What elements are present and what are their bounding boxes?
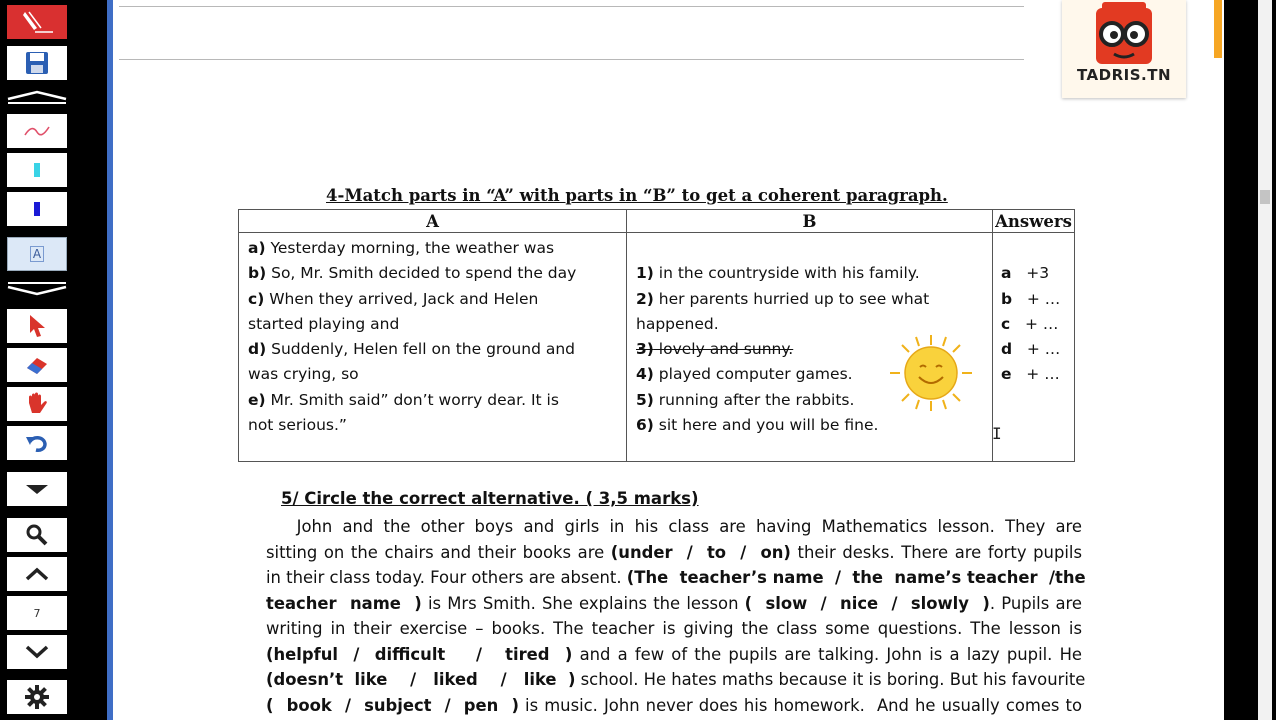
collapse-down-icon bbox=[6, 280, 68, 296]
list-item: started playing and bbox=[248, 314, 400, 333]
paragraph-text: in their class today. Four others are absent. bbox=[266, 568, 627, 587]
alternative-choice: (under / to / on) bbox=[610, 542, 791, 562]
page-number: 7 bbox=[33, 606, 41, 620]
cyan-highlighter-icon bbox=[32, 162, 42, 178]
alternative-choice: (doesn’t like / liked / like ) bbox=[266, 670, 576, 689]
column-b bbox=[627, 233, 993, 462]
collapse-down-button[interactable] bbox=[6, 280, 68, 296]
header-rule-bottom bbox=[119, 59, 1024, 60]
paragraph-line bbox=[266, 540, 1082, 566]
pointer-button[interactable] bbox=[7, 309, 67, 343]
alternative-choice: (The teacher’s name / the name’s teacher /the bbox=[626, 568, 1086, 587]
page-number-box[interactable] bbox=[7, 596, 67, 630]
pen-logo-button[interactable] bbox=[7, 5, 67, 39]
paragraph-text: and a few of the pupils are talking. John is a lazy pupil. He bbox=[572, 644, 1082, 664]
paragraph-line bbox=[266, 591, 1082, 617]
exercise4-title: 4-Match parts in “A” with parts in “B” to get a coherent paragraph. bbox=[326, 186, 948, 205]
list-item: was crying, so bbox=[248, 365, 359, 384]
list-item: c) When they arrived, Jack and Helen bbox=[248, 289, 539, 308]
scrollbar-thumb[interactable] bbox=[1260, 190, 1270, 204]
settings-button[interactable] bbox=[7, 680, 67, 714]
paragraph-text: is Mrs Smith. She explains the lesson bbox=[421, 593, 745, 613]
collapse-up-icon bbox=[6, 90, 68, 106]
settings-icon bbox=[24, 684, 50, 710]
black-margin bbox=[76, 0, 107, 720]
alternative-choice: ( slow / nice / slowly ) bbox=[744, 593, 990, 613]
list-item: b + … bbox=[1001, 289, 1061, 308]
page-down-button[interactable] bbox=[7, 635, 67, 669]
text-cursor: I bbox=[992, 424, 1002, 443]
list-item bbox=[636, 236, 992, 261]
paragraph-text: John and the other boys and girls in his class are having Mathematics lesson. They are bbox=[266, 517, 1082, 536]
hand-icon bbox=[24, 391, 50, 417]
alternative-choice: teacher name ) bbox=[266, 593, 422, 613]
red-pen-icon bbox=[22, 121, 52, 141]
list-item: 5) running after the rabbits. bbox=[636, 390, 855, 409]
list-item: e) Mr. Smith said” don’t worry dear. It is bbox=[248, 390, 559, 409]
eraser-button[interactable] bbox=[7, 348, 67, 382]
text-tool-button[interactable] bbox=[7, 237, 67, 271]
list-item: e + … bbox=[1001, 365, 1060, 384]
paragraph-text: school. He hates maths because it is boring. But his favourite bbox=[575, 670, 1086, 689]
vertical-scrollbar[interactable] bbox=[1256, 0, 1276, 720]
paragraph-line bbox=[266, 693, 1082, 719]
list-item: b) So, Mr. Smith decided to spend the day bbox=[248, 264, 577, 283]
list-item: 1) in the countryside with his family. bbox=[636, 264, 920, 283]
paragraph-line bbox=[266, 514, 1082, 540]
answers-header: Answers bbox=[993, 210, 1075, 233]
eraser-icon bbox=[23, 354, 51, 376]
logo-text: TADRIS.TN bbox=[1076, 66, 1172, 84]
list-item bbox=[1001, 236, 1074, 261]
blue-marker-button[interactable] bbox=[7, 192, 67, 226]
alternative-choice: (helpful / difficult / tired ) bbox=[266, 644, 573, 664]
pen-logo-icon bbox=[17, 8, 57, 36]
undo-icon bbox=[24, 432, 50, 454]
hand-button[interactable] bbox=[7, 387, 67, 421]
paragraph-line bbox=[266, 616, 1082, 642]
column-a bbox=[239, 233, 627, 462]
paragraph-line bbox=[266, 667, 1086, 693]
right-margin bbox=[1212, 0, 1224, 720]
exercise5-paragraph bbox=[266, 514, 1086, 718]
page-up-icon bbox=[24, 566, 50, 582]
alternative-choice: ( book / subject / pen ) bbox=[266, 695, 519, 715]
column-b-header: B bbox=[627, 210, 993, 233]
book-mascot-icon bbox=[1062, 0, 1186, 70]
column-a-header: A bbox=[239, 210, 627, 233]
struck-list-item: 3) lovely and sunny. bbox=[636, 340, 794, 359]
page-up-button[interactable] bbox=[7, 557, 67, 591]
matching-table bbox=[238, 209, 1075, 462]
scrollbar-track[interactable] bbox=[1258, 0, 1272, 720]
orange-accent-bar bbox=[1214, 0, 1222, 58]
red-pen-button[interactable] bbox=[7, 114, 67, 148]
pointer-icon bbox=[26, 313, 48, 339]
paragraph-line bbox=[266, 642, 1082, 668]
page-down-icon bbox=[24, 644, 50, 660]
list-item: not serious.” bbox=[248, 416, 347, 435]
sun-icon bbox=[886, 333, 976, 413]
list-item: a) Yesterday morning, the weather was bbox=[248, 239, 555, 257]
save-button[interactable] bbox=[7, 46, 67, 80]
list-item: 2) her parents hurried up to see what bbox=[636, 289, 930, 308]
collapse-up-button[interactable] bbox=[6, 90, 68, 106]
blue-marker-icon bbox=[32, 201, 42, 217]
save-icon bbox=[24, 50, 50, 76]
paragraph-text: . Pupils are bbox=[989, 593, 1082, 613]
list-item: a +3 bbox=[1001, 264, 1050, 283]
list-item: d + … bbox=[1001, 340, 1061, 359]
text-tool-icon: A bbox=[30, 246, 44, 262]
list-item: 6) sit here and you will be fine. bbox=[636, 416, 879, 435]
zoom-button[interactable] bbox=[7, 518, 67, 552]
list-item: 4) played computer games. bbox=[636, 365, 853, 384]
tadris-logo bbox=[1062, 0, 1186, 98]
exercise5-title: 5/ Circle the correct alternative. ( 3,5 marks) bbox=[281, 489, 699, 508]
list-item: c + … bbox=[1001, 314, 1059, 333]
undo-button[interactable] bbox=[7, 426, 67, 460]
paragraph-text: their desks. There are forty pupils bbox=[790, 542, 1082, 562]
zoom-icon bbox=[25, 523, 49, 547]
dropdown-icon bbox=[24, 482, 50, 496]
dropdown-button[interactable] bbox=[7, 472, 67, 506]
list-item: happened. bbox=[636, 314, 719, 333]
header-rule-top bbox=[119, 6, 1024, 7]
paragraph-text: writing in their exercise – books. The teacher is giving the class some questions. The lesson is bbox=[266, 619, 1082, 638]
annotation-toolbar bbox=[0, 0, 76, 720]
answers-column bbox=[993, 233, 1075, 462]
list-item: d) Suddenly, Helen fell on the ground and bbox=[248, 340, 575, 359]
paragraph-text: sitting on the chairs and their books are bbox=[266, 542, 611, 562]
paragraph-line bbox=[266, 565, 1086, 591]
paragraph-text: is music. John never does his homework. And he usually comes to bbox=[518, 695, 1082, 715]
cyan-highlighter-button[interactable] bbox=[7, 153, 67, 187]
